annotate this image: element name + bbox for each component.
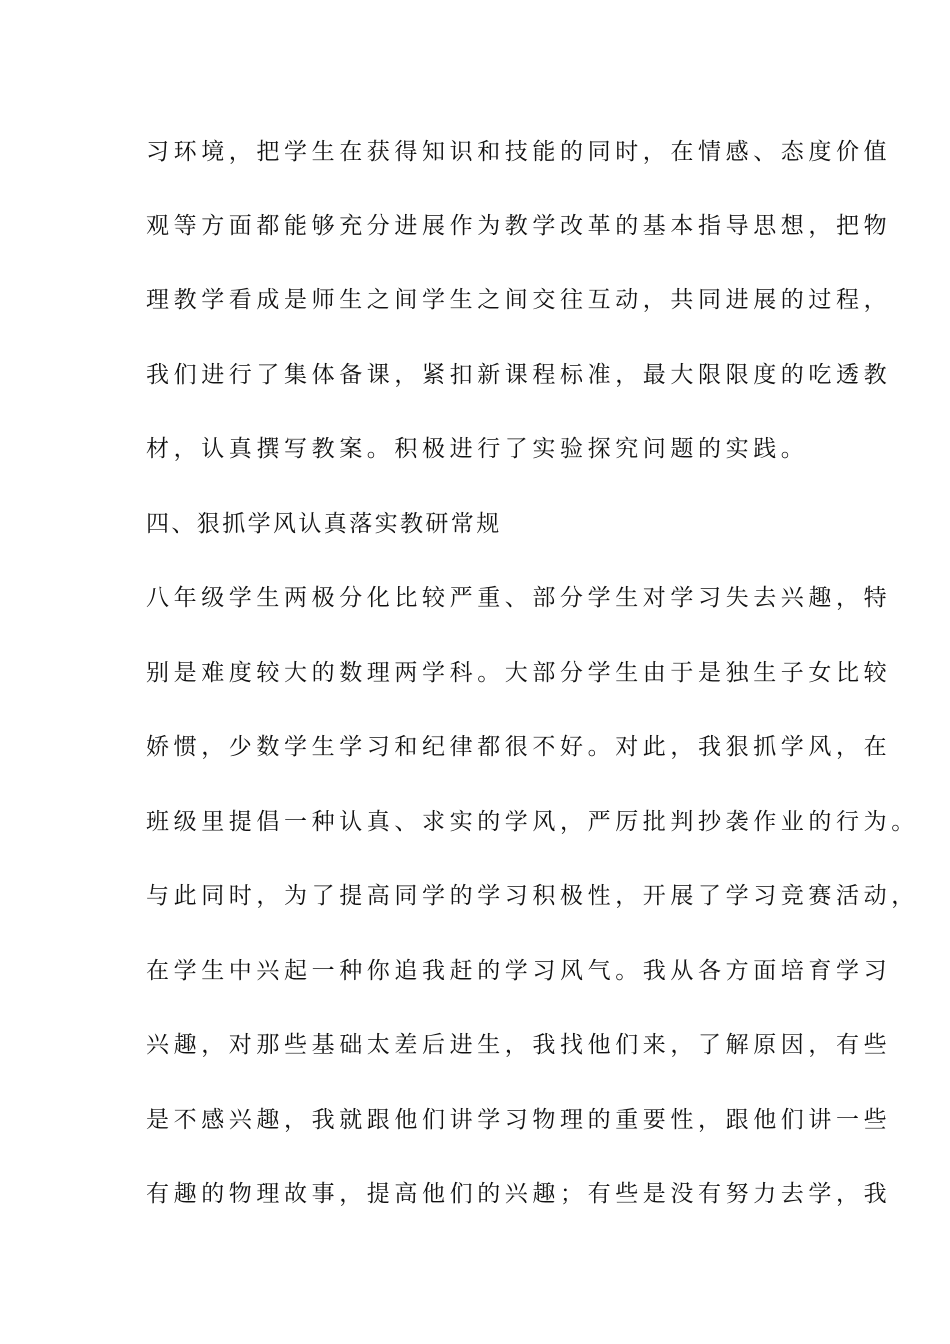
- paragraph-line: 观等方面都能够充分进展作为教学改革的基本指导思想，把物: [146, 213, 892, 239]
- paragraph-line: 是不感兴趣，我就跟他们讲学习物理的重要性，跟他们讲一些: [146, 1107, 892, 1133]
- paragraph-line: 有趣的物理故事，提高他们的兴趣；有些是没有努力去学，我: [146, 1181, 892, 1207]
- paragraph-line: 与此同时，为了提高同学的学习积极性，开展了学习竞赛活动，: [146, 883, 919, 909]
- paragraph-line: 材，认真撰写教案。积极进行了实验探究问题的实践。: [146, 436, 809, 462]
- paragraph-line: 我们进行了集体备课，紧扣新课程标准，最大限限度的吃透教: [146, 362, 892, 388]
- paragraph-line: 班级里提倡一种认真、求实的学风，严厉批判抄袭作业的行为。: [146, 809, 919, 835]
- paragraph-line: 娇惯，少数学生学习和纪律都很不好。对此，我狠抓学风，在: [146, 734, 892, 760]
- paragraph-line: 别是难度较大的数理两学科。大部分学生由于是独生子女比较: [146, 660, 892, 686]
- section-heading: 四、狠抓学风认真落实教研常规: [146, 511, 502, 537]
- paragraph-line: 在学生中兴起一种你追我赶的学习风气。我从各方面培育学习: [146, 958, 892, 984]
- paragraph-line: 兴趣，对那些基础太差后进生，我找他们来，了解原因，有些: [146, 1032, 892, 1058]
- paragraph-line: 理教学看成是师生之间学生之间交往互动，共同进展的过程，: [146, 287, 892, 313]
- paragraph-line: 习环境，把学生在获得知识和技能的同时，在情感、态度价值: [146, 139, 892, 165]
- paragraph-line: 八年级学生两极分化比较严重、部分学生对学习失去兴趣，特: [146, 585, 892, 611]
